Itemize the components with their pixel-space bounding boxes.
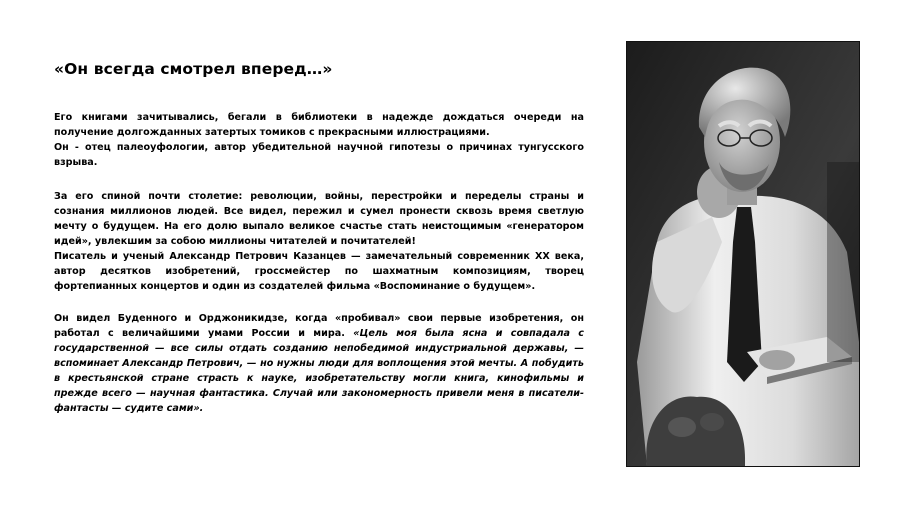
author-quote: «Цель моя была ясна и совпадала с государственной — все силы отдать созданию непобедимой индустриальной державы, — вспоминает Александр Петрович, — но нужны люди для воплощения этой мечты. А побудить в крестьянской стране страсть к науке, изобретательству могли книга, кинофильмы и прежде всего — научная фантастика. Случай или закономерность привели меня в писатели-фантасты — судите сами». bbox=[54, 328, 584, 414]
slide-body bbox=[54, 110, 584, 416]
paragraph-4: Писатель и ученый Александр Петрович Казанцев — замечательный современник XX века, автор десятков изобретений, гроссмейстер по шахматным композициям, творец фортепианных концертов и один из создателей фильма «Воспоминание о будущем». bbox=[54, 251, 584, 292]
slide-title: «Он всегда смотрел вперед…» bbox=[54, 60, 333, 78]
portrait-photo-icon bbox=[627, 42, 859, 466]
portrait-photo bbox=[626, 41, 860, 467]
paragraph-1: Его книгами зачитывались, бегали в библиотеки в надежде дождаться очереди на получение долгожданных затертых томиков с прекрасными иллюстрациями. bbox=[54, 112, 584, 138]
paragraph-2: Он - отец палеоуфологии, автор убедительной научной гипотезы о причинах тунгусского взрыва. bbox=[54, 142, 584, 168]
paragraph-3: За его спиной почти столетие: революции, войны, перестройки и переделы страны и сознания миллионов людей. Все видел, пережил и сумел пронести сквозь время светлую мечту о будущем. На его долю выпало великое счастье стать неистощимым «генератором идей», увлекшим за собою миллионы читателей и почитателей! bbox=[54, 191, 584, 247]
paragraph-5 bbox=[54, 311, 584, 416]
paragraph-5-lead: Он видел Буденного и Орджоникидзе, когда «пробивал» свои первые изобретения, он работал с величайшими умами России и мира. bbox=[54, 313, 584, 339]
